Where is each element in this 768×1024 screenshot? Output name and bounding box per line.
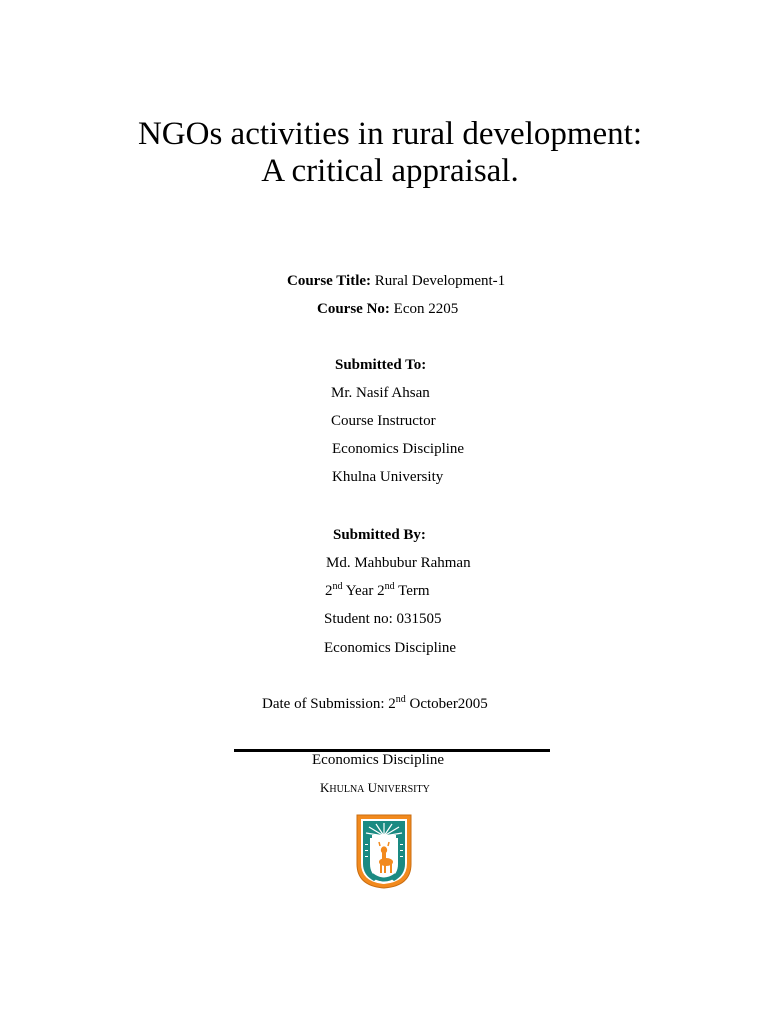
footer-department: Economics Discipline — [312, 752, 445, 768]
footer-university-rest2: NIVERSITY — [377, 784, 430, 795]
term-text: Term — [398, 583, 430, 599]
course-no-value: Econ 2205 — [393, 301, 459, 317]
course-title-label: Course Title: — [287, 273, 372, 289]
course-no-row — [317, 300, 458, 318]
submission-label: Date of Submission: 2 — [262, 696, 396, 712]
footer-university-rest1: HULNA — [329, 784, 365, 795]
footer-university-u: U — [367, 780, 378, 795]
submitted-by-year-term — [325, 582, 430, 600]
submitted-to-university: Khulna University — [332, 469, 444, 485]
year-ordinal: nd — [332, 581, 343, 592]
date-of-submission — [262, 695, 488, 713]
khulna-university-emblem-icon — [354, 812, 414, 890]
submitted-by-name: Md. Mahbubur Rahman — [326, 555, 471, 571]
submitted-to-heading: Submitted To: — [335, 357, 427, 373]
submitted-by-department: Economics Discipline — [324, 640, 457, 656]
footer-university — [320, 779, 430, 799]
year-number: 2 — [325, 583, 333, 599]
document-title-line-1: NGOs activities in rural development: — [137, 116, 643, 152]
course-no-label: Course No: — [317, 301, 390, 317]
course-title-row — [287, 272, 505, 290]
footer-university-k: K — [320, 780, 330, 795]
course-title-value: Rural Development-1 — [374, 273, 506, 289]
document-title-line-2: A critical appraisal. — [261, 153, 519, 189]
submission-ordinal: nd — [395, 694, 406, 705]
submitted-by-heading: Submitted By: — [333, 527, 426, 543]
submitted-to-name: Mr. Nasif Ahsan — [331, 385, 430, 401]
submission-date: October2005 — [409, 696, 488, 712]
submitted-by-student-no: Student no: 031505 — [324, 611, 442, 627]
submitted-to-role: Course Instructor — [331, 413, 436, 429]
year-text: Year 2 — [345, 583, 385, 599]
submitted-to-department: Economics Discipline — [332, 441, 465, 457]
term-ordinal: nd — [384, 581, 395, 592]
